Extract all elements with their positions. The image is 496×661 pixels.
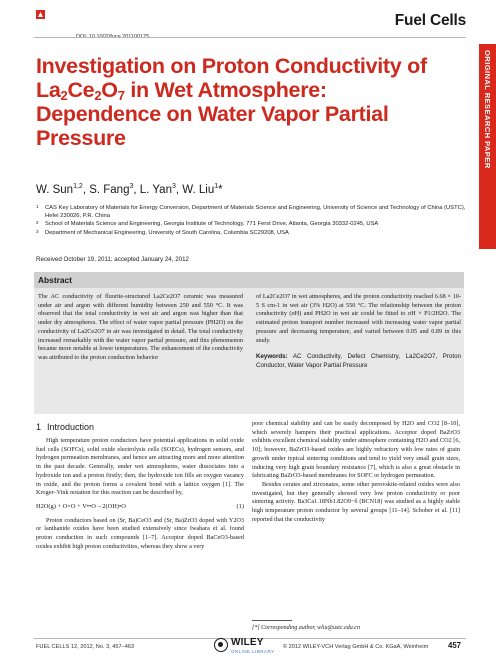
paragraph: Proton conductors based on (Sr, Ba)CeO3 and (Sr, Ba)ZrO3 doped with Y2O3 or lanthanide oxides have been studied extensively since Iwahara et al. found proton conduction in such compounds [1–7]. Acceptor doped BaCeO3-based oxides exhibit high proton conductivities, whereas they show a very	[36, 516, 244, 550]
title-line-1: Investigation on Proton Conductivity of	[36, 54, 427, 78]
side-tab-label: ORIGINAL RESEARCH PAPER	[483, 50, 492, 169]
affiliations	[36, 204, 466, 237]
paragraph: poor chemical stability and can be easily decomposed by H2O and CO2 [8–10], which severely hampers their practical applications. Acceptor doped BaZrO3 exhibits excellent chemical stability under atmosphere containing H2O and CO2 [6, 10]; however, BaZrO3-based oxides are highly refractory with low rates of grain growth under typical sintering conditions and tend to yield very small grain sizes, inducing very high grain boundary resistance [7], which is also a great obstacle in fabricating BaZrO3-based membranes for SOFC or hydrogen permeation.	[252, 420, 460, 480]
affiliation: 1 CAS Key Laboratory of Materials for Energy Conversion, Department of Materials Science and Engineering, University of Science and Technology of China (USTC), Hefei 230026, P.R. China	[36, 204, 466, 220]
received-date: Received October 19, 2011; accepted January 24, 2012	[36, 256, 189, 263]
author-list: W. Sun$^{1,2}$, S. Fang$^3$, L. Yan$^3$, W. Liu$^1$*	[36, 183, 223, 196]
affiliation: 3 Department of Mechanical Engineering, University of South Carolina, Columbia SC29208, USA	[36, 228, 289, 236]
footnote: [*] Corresponding author, wliu@ustc.edu.cn	[252, 625, 360, 631]
publisher-name: WILEY	[231, 637, 264, 648]
publisher-logo[interactable]	[214, 637, 275, 657]
publisher-subtitle: ONLINE LIBRARY	[231, 649, 275, 654]
header-divider	[34, 37, 466, 38]
abstract-text-right: of La2Ce2O7 in wet atmospheres, and the proton conductivity reached 6.68 × 10-5 S cm-1 in wet air (3% H2O) at 550 °C. The relationship between the proton conductivity (σH) and PH2O in wet air could be fitted to σH × P1/2H2O. The estimated proton transport number increased with increasing water vapor partial pressure and decreasing temperature, and varied between 0.05 and 0.89 in this study. Keywords: AC Conductivity, Defect Chemistry, La2Ce2O7, Proton Conductor, Water Vapor Partial Pressure	[256, 293, 461, 369]
paper-title	[36, 54, 454, 150]
body-column-right	[252, 420, 460, 524]
abstract-box	[34, 272, 464, 414]
abstract-label: Abstract	[38, 275, 72, 285]
equation: H2O(g) + O×O + V••O→2(OH)•O (1)	[36, 502, 244, 510]
affiliation: 2 School of Materials Science and Engineering, Georgia Institute of Technology, 771 Ferst Drive, Atlanta, Georgia 30332-0245, USA	[36, 220, 379, 228]
journal-logo-icon	[36, 10, 45, 19]
abstract-text-left: The AC conductivity of fluorite-structured La2Ce2O7 ceramic was measured under air and argon with different humidity between 250 and 550 °C. It was observed that the total conductivity in wet air and argon was higher than that under dry atmospheres. The effect of water vapor partial pressure (PH2O) on the conductivity of La2Ce2O7 in air was investigated in detail. The total conductivity increased remarkably with the water vapor partial pressure, and this phenomenon became more notable at lower temperatures. The enhancement of the conductivity was attributed to the proton conduction behavior	[38, 293, 243, 361]
paragraph: High temperature proton conductors have potential applications in solid oxide fuel cells (SOFCs), solid oxide electrolysis cells (SOECs), hydrogen sensors, and hydrogen permeation membranes, and hence are attracting more and more attention in the past decade. Generally, under wet atmospheres, water dissociates into a hydroxide ion and a proton firstly; then, the hydroxide ion fills an oxygen vacancy in oxide, and the proton forms a covalent bond with a lattice oxygen [1]. The Kroger–Vink notation for this reaction can be described by,	[36, 437, 244, 497]
wiley-logo-icon	[214, 638, 228, 652]
side-tab	[479, 44, 496, 249]
abstract-header	[34, 272, 464, 288]
journal-citation: FUEL CELLS 12, 2012, No. 3, 457–463	[36, 644, 135, 650]
title-line-4: Pressure	[36, 126, 126, 150]
body-column-left	[36, 437, 244, 551]
title-line-3: Dependence on Water Vapor Partial	[36, 102, 389, 126]
copyright: © 2012 WILEY-VCH Verlag GmbH & Co. KGaA, Weinheim	[283, 644, 429, 650]
section-heading: 1 Introduction	[36, 422, 95, 432]
journal-title: Fuel Cells	[394, 12, 466, 29]
keywords: Keywords: AC Conductivity, Defect Chemistry, La2Ce2O7, Proton Conductor, Water Vapor Partial Pressure	[256, 353, 461, 369]
title-line-2: $La_2Ce_2O_7$ in Wet Atmosphere:	[36, 78, 327, 103]
footnote-divider	[252, 620, 292, 621]
page-number: 457	[448, 641, 462, 650]
paragraph: Besides cerates and zirconates, some other perovskite-related oxides were also investigated, but they generally showed very low proton conductivity or poor sintering activity. Ba3Ca1.18Nb1.82O9−δ (BCN18) was studied as a highly stable high temperature proton conductor by several groups [11–14]. Schober et al. [11] reported that the conductivity	[252, 480, 460, 523]
